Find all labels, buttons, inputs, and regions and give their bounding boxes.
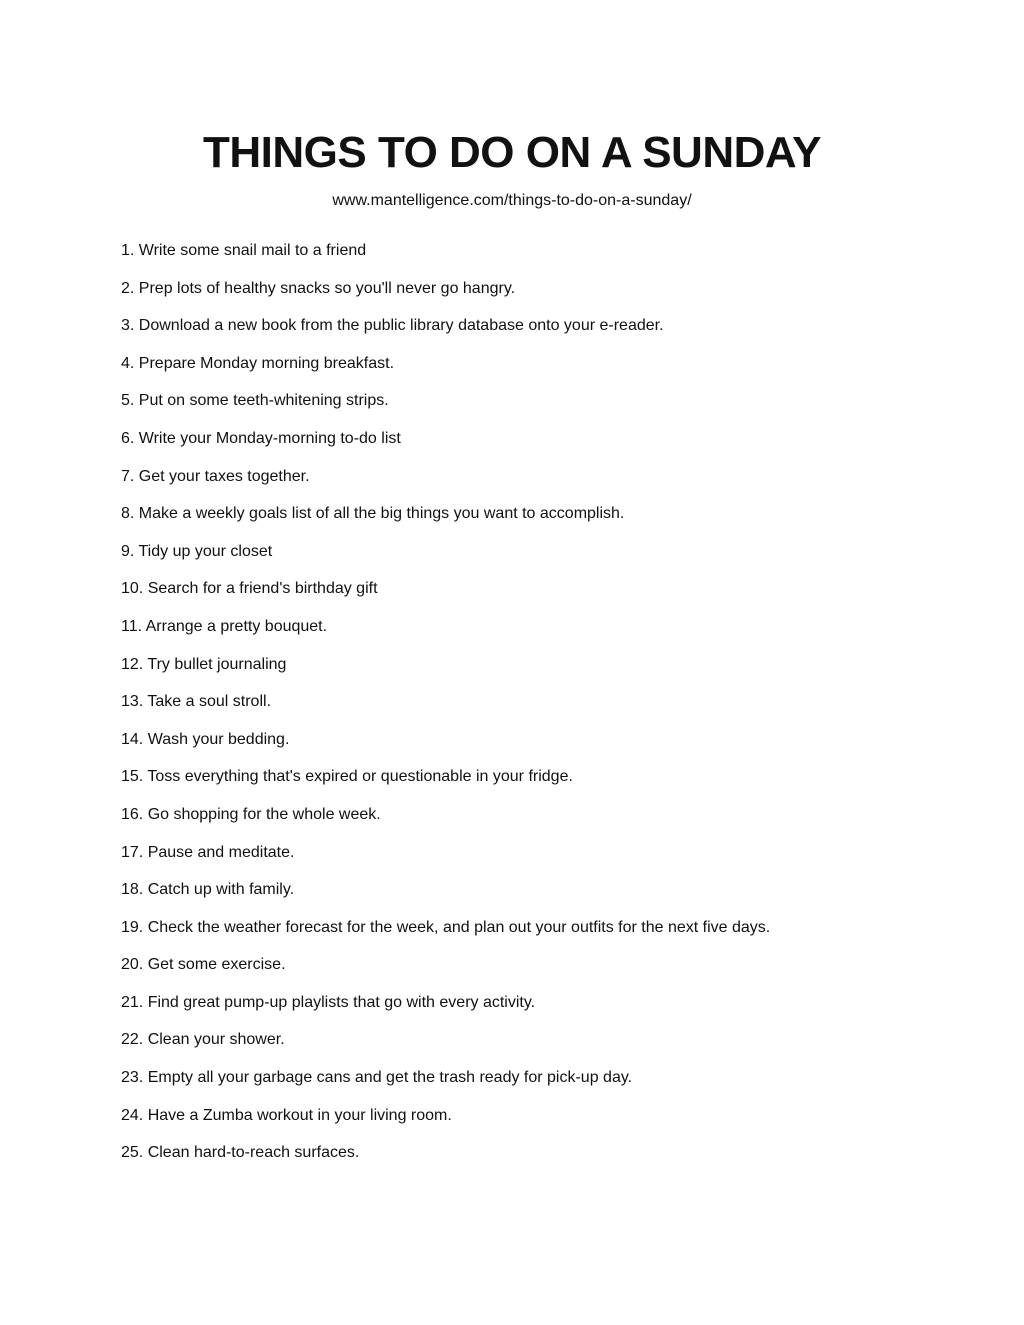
list-item: 9. Tidy up your closet <box>121 542 273 560</box>
list-item: 13. Take a soul stroll. <box>121 693 272 711</box>
list-item: 14. Wash your bedding. <box>121 730 290 748</box>
list-item: 11. Arrange a pretty bouquet. <box>121 617 328 635</box>
list-item: 24. Have a Zumba workout in your living room. <box>121 1106 452 1124</box>
list-item: 17. Pause and meditate. <box>121 843 295 861</box>
source-url: www.mantelligence.com/things-to-do-on-a-sunday/ <box>332 192 692 209</box>
list-item: 15. Toss everything that's expired or questionable in your fridge. <box>121 768 573 786</box>
list-item: 20. Get some exercise. <box>121 956 286 974</box>
list-item: 22. Clean your shower. <box>121 1031 285 1049</box>
list-item: 1. Write some snail mail to a friend <box>121 242 367 259</box>
list-item: 21. Find great pump-up playlists that go with every activity. <box>121 993 536 1011</box>
list-item: 19. Check the weather forecast for the week, and plan out your outfits for the next five days. <box>121 918 771 936</box>
list-item: 16. Go shopping for the whole week. <box>121 805 381 823</box>
list-item: 2. Prep lots of healthy snacks so you'll never go hangry. <box>121 279 516 297</box>
list-item: 10. Search for a friend's birthday gift <box>121 580 378 598</box>
list-item: 7. Get your taxes together. <box>121 467 310 485</box>
list-item: 3. Download a new book from the public library database onto your e-reader. <box>121 317 664 335</box>
list-item: 12. Try bullet journaling <box>121 655 287 673</box>
list-item: 6. Write your Monday-morning to-do list <box>121 429 401 447</box>
list-item: 8. Make a weekly goals list of all the big things you want to accomplish. <box>121 505 625 523</box>
things-list <box>121 240 921 1180</box>
list-item: 25. Clean hard-to-reach surfaces. <box>121 1144 360 1162</box>
list-item: 23. Empty all your garbage cans and get the trash ready for pick-up day. <box>121 1069 633 1087</box>
list-item: 5. Put on some teeth-whitening strips. <box>121 392 389 410</box>
list-item: 4. Prepare Monday morning breakfast. <box>121 354 395 372</box>
list-item: 18. Catch up with family. <box>121 881 295 899</box>
page-title: THINGS TO DO ON A SUNDAY <box>203 128 821 177</box>
